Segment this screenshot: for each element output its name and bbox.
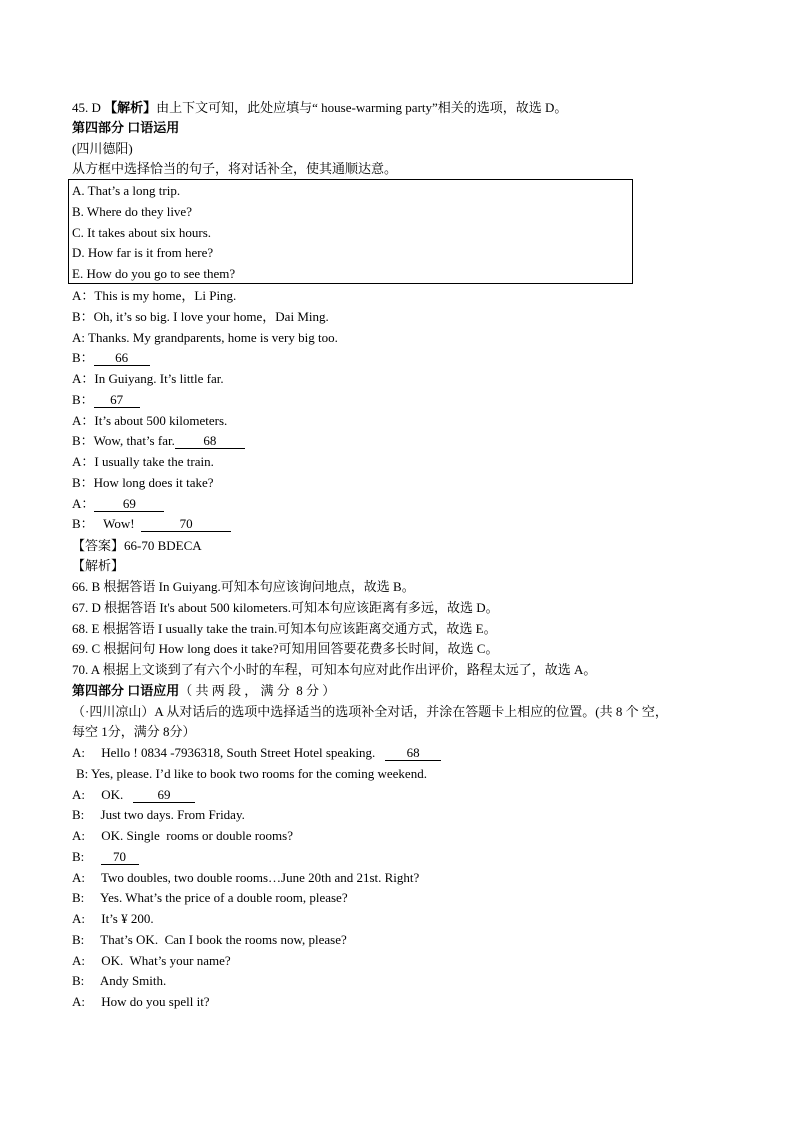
explanation-66: 66. B 根据答语 In Guiyang.可知本句应该询问地点，故选 B。 (72, 579, 415, 594)
deyang-dialogue-line: A：In Guiyang. It’s little far. (72, 371, 224, 386)
option-b: B. Where do they live? (72, 204, 192, 219)
deyang-dialogue-line: B：Wow, that’s far. 68 (72, 433, 245, 449)
option-a: A. That’s a long trip. (72, 183, 181, 198)
liangshan-dialogue-line: A: Hello ! 0834 -7936318, South Street Hotel speaking. 68 (72, 745, 441, 761)
deyang-dialogue-line: B： 66 (72, 350, 150, 366)
blank-70: 70 (101, 850, 139, 865)
liangshan-dialogue-line: A: How do you spell it? (72, 994, 210, 1009)
blank-69: 69 (133, 788, 195, 803)
liangshan-dialogue-line: B: Yes, please. I’d like to book two rooms for the coming weekend. (76, 766, 427, 781)
deyang-dialogue-line: B： 67 (72, 392, 140, 408)
explanation-67: 67. D 根据答语 It's about 500 kilometers.可知本句应该距离有多远，故选 D。 (72, 600, 499, 615)
blank-67: 67 (94, 393, 140, 408)
deyang-dialogue-line: B： Wow! 70 (72, 516, 231, 532)
liangshan-dialogue-line: B: That’s OK. Can I book the rooms now, please? (72, 932, 347, 947)
q45-number: 45. D (72, 100, 105, 115)
liangshan-dialogue-line: A: It’s ¥ 200. (72, 911, 154, 926)
q45-text: 由上下文可知，此处应填与“ house-warming party”相关的选项，故选 D。 (156, 100, 568, 115)
liangshan-dialogue-line: A: OK. What’s your name? (72, 953, 231, 968)
deyang-dialogue-line: A: Thanks. My grandparents, home is very big too. (72, 330, 338, 345)
liangshan-dialogue-line: A: OK. Single rooms or double rooms? (72, 828, 293, 843)
q45-tag: 【解析】 (104, 100, 157, 115)
blank-66: 66 (94, 351, 150, 366)
deyang-dialogue-line: A： 69 (72, 496, 164, 512)
deyang-answer: 【答案】66-70 BDECA (72, 538, 202, 553)
blank-70: 70 (141, 517, 231, 532)
liangshan-heading: 第四部分 口语应用（ 共 两 段 ， 满 分 8 分 ） (72, 683, 336, 698)
liangshan-dialogue-line: A: Two doubles, two double rooms…June 20th and 21st. Right? (72, 870, 420, 885)
deyang-dialogue-line: A：I usually take the train. (72, 454, 214, 469)
deyang-instruction: 从方框中选择恰当的句子，将对话补全，使其通顺达意。 (72, 161, 398, 176)
deyang-heading: 第四部分 口语运用 (72, 120, 180, 135)
liangshan-dialogue-line: B: Yes. What’s the price of a double room, please? (72, 890, 348, 905)
explanation-70: 70. A 根据上文谈到了有六个小时的车程，可知本句应对此作出评价，路程太远了，故选 A。 (72, 662, 597, 677)
blank-68: 68 (385, 746, 441, 761)
option-d: D. How far is it from here? (72, 245, 214, 260)
liangshan-dialogue-line: B: 70 (72, 849, 139, 865)
explanation-69: 69. C 根据问句 How long does it take?可知用回答要花费多长时间，故选 C。 (72, 641, 499, 656)
deyang-dialogue-line: A：It’s about 500 kilometers. (72, 413, 228, 428)
liangshan-dialogue-line: B: Andy Smith. (72, 973, 167, 988)
option-e: E. How do you go to see them? (72, 266, 236, 281)
option-c: C. It takes about six hours. (72, 225, 212, 240)
deyang-dialogue-line: B：Oh, it’s so big. I love your home，Dai Ming. (72, 309, 329, 324)
blank-68: 68 (175, 434, 245, 449)
q45-line (72, 100, 567, 116)
liangshan-dialogue-line: B: Just two days. From Friday. (72, 807, 245, 822)
liangshan-intro-2: 每空 1分，满分 8分） (72, 724, 196, 739)
deyang-analysis-tag: 【解析】 (72, 558, 125, 573)
deyang-source: (四川德阳) (72, 141, 133, 156)
deyang-dialogue-line: B：How long does it take? (72, 475, 214, 490)
liangshan-dialogue-line: A: OK. 69 (72, 787, 195, 803)
blank-69: 69 (94, 497, 164, 512)
deyang-dialogue-line: A：This is my home，Li Ping. (72, 288, 237, 303)
explanation-68: 68. E 根据答语 I usually take the train.可知本句应该距离交通方式，故选 E。 (72, 621, 497, 636)
liangshan-intro: （·四川凉山）A 从对话后的选项中选择适当的选项补全对话，并涂在答题卡上相应的位置。(共 8 个 空， (72, 704, 668, 719)
